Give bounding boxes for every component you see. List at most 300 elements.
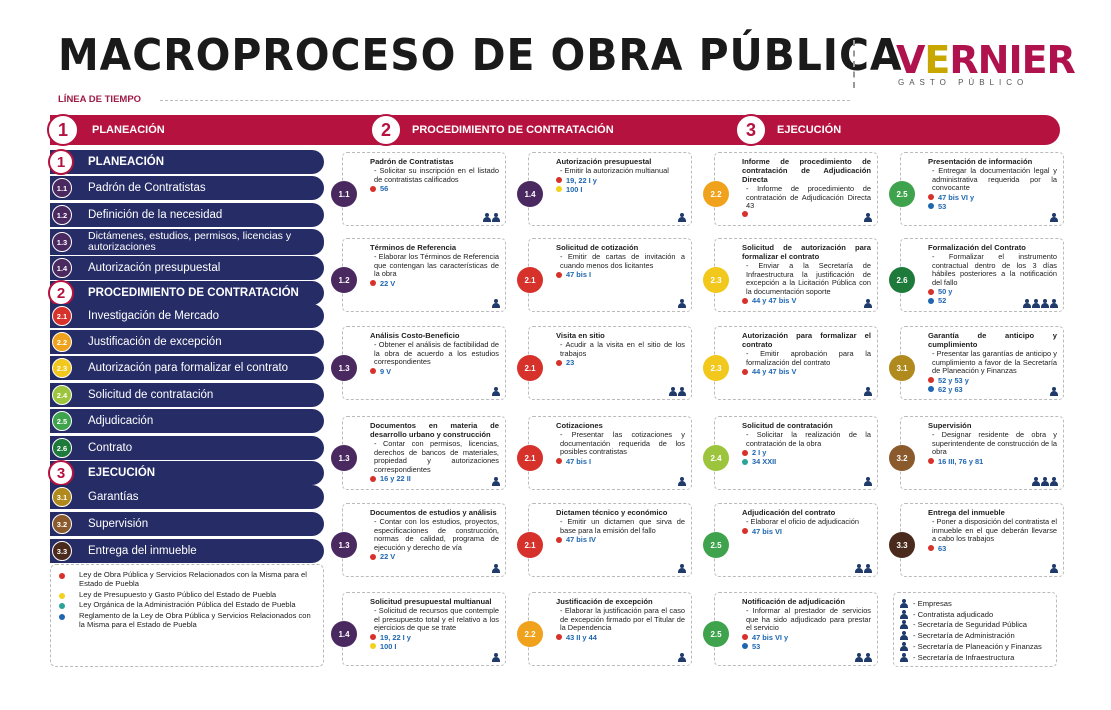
person-icon	[1032, 299, 1040, 308]
index-number-badge: 3.3	[52, 541, 72, 561]
legal-reference	[928, 193, 1057, 202]
process-card	[338, 416, 506, 490]
legal-reference	[370, 642, 499, 651]
legal-reference	[742, 211, 871, 217]
step-number-badge: 3.3	[889, 532, 915, 558]
card-title: Presentación de información	[928, 157, 1033, 166]
index-number-badge: 2.3	[52, 358, 72, 378]
person-icon	[678, 477, 686, 486]
actor-icons	[483, 213, 500, 222]
actor-icons	[678, 477, 686, 486]
card-description: - Informe de procedimiento de contratación de Adjudicación Directa 43	[746, 184, 871, 211]
card-description: - Emitir un dictamen que sirva de base para la emisión del fallo	[560, 517, 685, 535]
index-number-badge: 3.1	[52, 487, 72, 507]
card-title: Documentos de estudios y análisis	[370, 508, 497, 517]
legal-reference	[928, 287, 1057, 296]
law-dot-icon	[370, 643, 376, 649]
law-dot-icon	[742, 528, 748, 534]
actor-text: - Secretaría de Planeación y Finanzas	[913, 642, 1042, 652]
legal-reference	[928, 385, 1057, 394]
law-dot-icon	[556, 537, 562, 543]
actor-icons	[864, 299, 872, 308]
reference-text: 16 III, 76 y 81	[938, 456, 984, 466]
index-number-badge: 3	[48, 460, 74, 486]
law-dot-icon	[59, 614, 65, 620]
actor-icons	[1050, 564, 1058, 573]
person-icon	[864, 477, 872, 486]
person-icon	[900, 620, 908, 629]
actor-text: - Secretaría de Administración	[913, 631, 1015, 641]
card-title: Solicitud de cotización	[556, 243, 639, 252]
index-number-badge: 2.5	[52, 411, 72, 431]
step-number-badge: 1.3	[331, 532, 357, 558]
step-number-badge: 2.6	[889, 267, 915, 293]
index-row[interactable]	[50, 330, 324, 354]
index-row[interactable]	[50, 304, 324, 328]
legal-reference	[928, 544, 1057, 553]
actor-legend	[893, 592, 1057, 667]
index-number-badge: 1	[48, 149, 74, 175]
legal-reference	[370, 279, 499, 288]
logo-letter-v: V	[896, 38, 925, 82]
card-description: - Informar al prestador de servicios que ha sido adjudicado para prestar el servicio	[746, 606, 871, 633]
person-icon	[678, 213, 686, 222]
law-dot-icon	[556, 458, 562, 464]
actor-icons	[492, 653, 500, 662]
actor-icons	[855, 653, 872, 662]
reference-text: 100 I	[380, 641, 397, 651]
person-icon	[855, 564, 863, 573]
actor-icons	[492, 477, 500, 486]
index-label: Supervisión	[88, 518, 149, 530]
phase-2-label: PROCEDIMIENTO DE CONTRATACIÓN	[412, 124, 614, 136]
index-number-badge: 2	[48, 280, 74, 306]
law-dot-icon	[59, 603, 65, 609]
card-description: - Emitir la autorización multianual	[560, 166, 669, 175]
person-icon	[900, 642, 908, 651]
card-description: - Enviar a la Secretaría de Infraestructura la justificación de excepción a la Licitación Pública con la documentación soporte	[746, 261, 871, 296]
legal-reference	[556, 457, 685, 466]
legal-reference	[742, 642, 871, 651]
card-title: Términos de Referencia	[370, 243, 457, 252]
actor-text: - Secretaría de Infraestructura	[913, 652, 1015, 662]
logo-name	[896, 38, 1075, 82]
person-icon	[492, 213, 500, 222]
process-card	[896, 416, 1064, 490]
reference-text: 22 V	[380, 552, 396, 562]
card-description: - Presentar las cotizaciones y documentación requerida de los posibles contratistas	[560, 430, 685, 457]
card-description: - Formalizar el instrumento contractual dentro de los 3 días hábiles posteriores a la notificación del fallo	[932, 252, 1057, 287]
reference-text: 2 I y	[752, 448, 767, 458]
legal-reference	[742, 367, 871, 376]
law-dot-icon	[742, 634, 748, 640]
card-title: Visita en sitio	[556, 331, 605, 340]
card-title: Supervisión	[928, 421, 972, 430]
person-icon	[492, 564, 500, 573]
index-label: Definición de la necesidad	[88, 209, 223, 221]
logo-letter-e: E	[924, 38, 950, 82]
index-label: Autorización para formalizar el contrato	[88, 362, 289, 374]
person-icon	[1023, 299, 1031, 308]
step-number-badge: 1.3	[331, 355, 357, 381]
reference-text: 53	[752, 641, 761, 651]
card-description: - Contar con permisos, licencias, derechos de bancos de materiales, propiedad y autorizaciones correspondientes	[374, 439, 499, 474]
actor-icons	[855, 564, 872, 573]
reference-text: 23	[566, 358, 575, 368]
process-card	[710, 503, 878, 577]
process-card	[524, 503, 692, 577]
reference-text: 100 I	[566, 184, 583, 194]
actor-icons	[678, 564, 686, 573]
person-icon	[1050, 477, 1058, 486]
card-title: Padrón de Contratistas	[370, 157, 454, 166]
card-title: Documentos en materia de desarrollo urbano y construcción	[370, 421, 499, 439]
card-title: Notificación de adjudicación	[742, 597, 845, 606]
card-title: Adjudicación del contrato	[742, 508, 836, 517]
index-number-badge: 2.1	[52, 306, 72, 326]
person-icon	[864, 653, 872, 662]
law-dot-icon	[742, 643, 748, 649]
index-row[interactable]	[50, 512, 324, 536]
index-number-badge: 1.1	[52, 178, 72, 198]
person-icon	[864, 387, 872, 396]
person-icon	[1041, 477, 1049, 486]
process-card	[338, 326, 506, 400]
person-icon	[900, 631, 908, 640]
reference-text: 22 V	[380, 278, 396, 288]
legal-reference	[928, 202, 1057, 211]
law-dot-icon	[928, 458, 934, 464]
person-icon	[492, 387, 500, 396]
actor-icons	[864, 387, 872, 396]
step-number-badge: 2.1	[517, 532, 543, 558]
legend-text: Ley de Obra Pública y Servicios Relacionados con la Misma para el Estado de Puebla	[79, 570, 307, 588]
index-row[interactable]	[50, 356, 324, 380]
person-icon	[678, 564, 686, 573]
step-number-badge: 2.5	[703, 532, 729, 558]
step-number-badge: 2.3	[703, 355, 729, 381]
index-number-badge: 2.4	[52, 385, 72, 405]
law-dot-icon	[59, 573, 65, 579]
legal-reference	[928, 376, 1057, 385]
legal-reference	[370, 633, 499, 642]
card-title: Garantía de anticipo y cumplimiento	[928, 331, 1057, 349]
card-title: Análisis Costo-Beneficio	[370, 331, 460, 340]
logo-letters-rest: RNIER	[949, 38, 1075, 82]
actor-icons	[492, 299, 500, 308]
index-label: Justificación de excepción	[88, 336, 222, 348]
step-number-badge: 2.1	[517, 445, 543, 471]
actor-legend-item	[900, 609, 1050, 620]
index-row[interactable]	[50, 281, 324, 305]
law-dot-icon	[742, 450, 748, 456]
reference-text: 62 y 63	[938, 384, 963, 394]
legend-text: Ley de Presupuesto y Gasto Público del Estado de Puebla	[79, 589, 277, 599]
person-icon	[1032, 477, 1040, 486]
reference-text: 63	[938, 543, 947, 553]
legend-text: Ley Orgánica de la Administración Pública del Estado de Puebla	[79, 600, 296, 610]
reference-text: 47 bis VI	[752, 526, 782, 536]
reference-text: 34 XXII	[752, 457, 777, 467]
process-card	[710, 326, 878, 400]
header-divider	[853, 40, 855, 88]
legal-reference	[742, 633, 871, 642]
process-card	[710, 152, 878, 226]
index-row[interactable]	[50, 461, 324, 485]
phase-1-circle: 1	[47, 114, 79, 146]
step-number-badge: 3.2	[889, 445, 915, 471]
card-title: Cotizaciones	[556, 421, 603, 430]
actor-legend-item	[900, 630, 1050, 641]
law-dot-icon	[556, 186, 562, 192]
card-description: - Presentar las garantías de anticipo y cumplimiento a favor de la Secretaría de Planeación y Finanzas	[932, 349, 1057, 376]
card-title: Solicitud de contratación	[742, 421, 833, 430]
card-description: - Entregar la documentación legal y administrativa requerida por la convocante	[932, 166, 1057, 193]
legend-item	[59, 571, 315, 589]
person-icon	[900, 610, 908, 619]
person-icon	[483, 213, 491, 222]
step-number-badge: 2.3	[703, 267, 729, 293]
index-row[interactable]	[50, 203, 324, 227]
process-card	[338, 503, 506, 577]
legal-reference	[742, 527, 871, 536]
reference-text: 56	[380, 184, 389, 194]
person-icon	[864, 564, 872, 573]
person-icon	[1041, 299, 1049, 308]
reference-text: 16 y 22 II	[380, 474, 411, 484]
law-legend	[50, 564, 324, 667]
process-card	[896, 326, 1064, 400]
legal-reference	[742, 457, 871, 466]
process-card	[338, 238, 506, 312]
process-card	[524, 326, 692, 400]
index-row[interactable]	[50, 256, 324, 280]
law-dot-icon	[742, 211, 748, 217]
index-row[interactable]	[50, 229, 324, 255]
index-label: PROCEDIMIENTO DE CONTRATACIÓN	[88, 287, 299, 299]
reference-text: 44 y 47 bis V	[752, 367, 797, 377]
index-number-badge: 1.4	[52, 258, 72, 278]
card-title: Autorización para formalizar el contrato	[742, 331, 871, 349]
card-description: - Elaborar los Términos de Referencia que contengan las características de la obra	[374, 252, 499, 279]
card-description: - Solicitar la realización de la contratación de la obra	[746, 430, 871, 448]
index-label: Solicitud de contratación	[88, 389, 214, 401]
step-number-badge: 2.1	[517, 355, 543, 381]
logo-subtitle: GASTO PÚBLICO	[898, 78, 1029, 87]
process-card	[524, 152, 692, 226]
timeline-line	[160, 100, 850, 101]
card-description: - Elaborar el oficio de adjudicación	[746, 517, 859, 526]
index-row[interactable]	[50, 485, 324, 509]
reference-text: 47 bis VI y	[938, 192, 975, 202]
actor-icons	[678, 299, 686, 308]
index-number-badge: 2.2	[52, 332, 72, 352]
index-label: Dictámenes, estudios, permisos, licencias y autorizaciones	[88, 230, 292, 253]
law-dot-icon	[370, 368, 376, 374]
card-title: Dictamen técnico y económico	[556, 508, 668, 517]
reference-text: 53	[938, 201, 947, 211]
legal-reference	[556, 535, 685, 544]
actor-icons	[492, 387, 500, 396]
law-dot-icon	[370, 186, 376, 192]
card-description: - Emitir aprobación para la formalización del contrato	[746, 349, 871, 367]
law-dot-icon	[928, 545, 934, 551]
legend-item	[59, 591, 315, 600]
law-dot-icon	[59, 593, 65, 599]
index-label: Investigación de Mercado	[88, 310, 220, 322]
process-card	[338, 592, 506, 666]
person-icon	[864, 213, 872, 222]
index-label: EJECUCIÓN	[88, 467, 156, 479]
legal-reference	[742, 448, 871, 457]
phase-3-label: EJECUCIÓN	[777, 124, 842, 136]
index-number-badge: 2.6	[52, 438, 72, 458]
law-dot-icon	[928, 377, 934, 383]
step-number-badge: 2.2	[517, 621, 543, 647]
law-dot-icon	[556, 360, 562, 366]
card-title: Solicitud presupuestal multianual	[370, 597, 492, 606]
process-card	[524, 416, 692, 490]
card-title: Formalización del Contrato	[928, 243, 1026, 252]
index-label: Adjudicación	[88, 415, 154, 427]
actor-legend-item	[900, 598, 1050, 609]
card-description: - Obtener el análisis de factibilidad de la obra de acuerdo a los estudios correspondientes	[374, 340, 499, 367]
phase-2-circle: 2	[370, 114, 402, 146]
process-card	[338, 152, 506, 226]
index-row[interactable]	[50, 539, 324, 563]
law-dot-icon	[928, 386, 934, 392]
reference-text: 47 bis I	[566, 270, 592, 280]
actor-icons	[864, 477, 872, 486]
actor-icons	[1050, 387, 1058, 396]
card-description: - Acudir a la visita en el sitio de los trabajos	[560, 340, 685, 358]
reference-text: 9 V	[380, 366, 392, 376]
step-number-badge: 1.4	[517, 181, 543, 207]
law-dot-icon	[556, 177, 562, 183]
index-number-badge: 1.3	[52, 232, 72, 252]
person-icon	[900, 599, 908, 608]
reference-text: 47 bis IV	[566, 535, 596, 545]
timeline-label: LÍNEA DE TIEMPO	[58, 94, 142, 105]
process-card	[524, 592, 692, 666]
actor-icons	[678, 653, 686, 662]
actor-icons	[864, 213, 872, 222]
reference-text: 52	[938, 296, 947, 306]
law-dot-icon	[556, 634, 562, 640]
card-description: - Emitir de cartas de invitación a cuando menos dos licitantes	[560, 252, 685, 270]
index-row[interactable]	[50, 150, 324, 174]
actor-icons	[669, 387, 686, 396]
card-description: - Solicitud de recursos que contemple el presupuesto total y el relativo a los ejercicios de que se trate	[374, 606, 499, 633]
actor-icons	[1050, 213, 1058, 222]
process-card	[524, 238, 692, 312]
index-row[interactable]	[50, 383, 324, 407]
law-dot-icon	[742, 369, 748, 375]
step-number-badge: 1.4	[331, 621, 357, 647]
step-number-badge: 2.4	[703, 445, 729, 471]
index-label: Entrega del inmueble	[88, 545, 197, 557]
actor-icons	[492, 564, 500, 573]
index-row[interactable]	[50, 409, 324, 433]
reference-text: 52 y 53 y	[938, 375, 969, 385]
legal-reference	[556, 270, 685, 279]
actor-icons	[678, 213, 686, 222]
card-description: - Contar con los estudios, proyectos, especificaciones de construcción, normas de calidad, programa de ejecución y derecho de vía	[374, 517, 499, 552]
person-icon	[1050, 387, 1058, 396]
process-card	[896, 503, 1064, 577]
person-icon	[855, 653, 863, 662]
card-title: Justificación de excepción	[556, 597, 653, 606]
step-number-badge: 1.2	[331, 267, 357, 293]
index-label: PLANEACIÓN	[88, 156, 165, 168]
step-number-badge: 2.5	[889, 181, 915, 207]
law-dot-icon	[928, 203, 934, 209]
card-title: Entrega del inmueble	[928, 508, 1005, 517]
reference-text: 43 II y 44	[566, 632, 597, 642]
law-dot-icon	[928, 289, 934, 295]
legal-reference	[556, 176, 685, 185]
index-row[interactable]	[50, 436, 324, 460]
step-number-badge: 1.3	[331, 445, 357, 471]
actor-text: - Empresas	[913, 598, 952, 608]
person-icon	[669, 387, 677, 396]
actor-icons	[1032, 477, 1058, 486]
page-title: MACROPROCESO DE OBRA PÚBLICA	[58, 30, 903, 81]
law-dot-icon	[556, 272, 562, 278]
step-number-badge: 1.1	[331, 181, 357, 207]
step-number-badge: 2.1	[517, 267, 543, 293]
index-number-badge: 1.2	[52, 205, 72, 225]
law-dot-icon	[928, 194, 934, 200]
person-icon	[492, 653, 500, 662]
reference-text: 47 bis VI y	[752, 632, 789, 642]
process-card	[710, 238, 878, 312]
law-dot-icon	[742, 298, 748, 304]
legal-reference	[928, 457, 1057, 466]
law-dot-icon	[928, 298, 934, 304]
card-title: Informe de procedimiento de contratación de Adjudicación Directa	[742, 157, 871, 184]
reference-text: 44 y 47 bis V	[752, 296, 797, 306]
legal-reference	[556, 633, 685, 642]
person-icon	[492, 477, 500, 486]
index-label: Contrato	[88, 442, 133, 454]
card-description: - Solicitar su inscripción en el listado de contratistas calificados	[374, 166, 499, 184]
person-icon	[678, 653, 686, 662]
person-icon	[492, 299, 500, 308]
person-icon	[900, 653, 908, 662]
law-dot-icon	[370, 280, 376, 286]
step-number-badge: 3.1	[889, 355, 915, 381]
process-card	[896, 152, 1064, 226]
reference-text: 19, 22 I y	[566, 175, 597, 185]
actor-text: - Secretaría de Seguridad Pública	[913, 620, 1027, 630]
person-icon	[678, 299, 686, 308]
legal-reference	[556, 358, 685, 367]
process-card	[896, 238, 1064, 312]
actor-legend-item	[900, 641, 1050, 652]
legal-reference	[556, 185, 685, 194]
vernier-logo	[896, 38, 1075, 87]
reference-text: 19, 22 I y	[380, 632, 411, 642]
step-number-badge: 2.2	[703, 181, 729, 207]
legend-text: Reglamento de la Ley de Obra Pública y Servicios Relacionados con la Misma para el Estado de Puebla	[79, 611, 311, 629]
legal-reference	[370, 552, 499, 561]
card-title: Solicitud de autorización para formalizar el contrato	[742, 243, 871, 261]
law-dot-icon	[742, 459, 748, 465]
index-row[interactable]	[50, 176, 324, 200]
person-icon	[678, 387, 686, 396]
index-number-badge: 3.2	[52, 514, 72, 534]
